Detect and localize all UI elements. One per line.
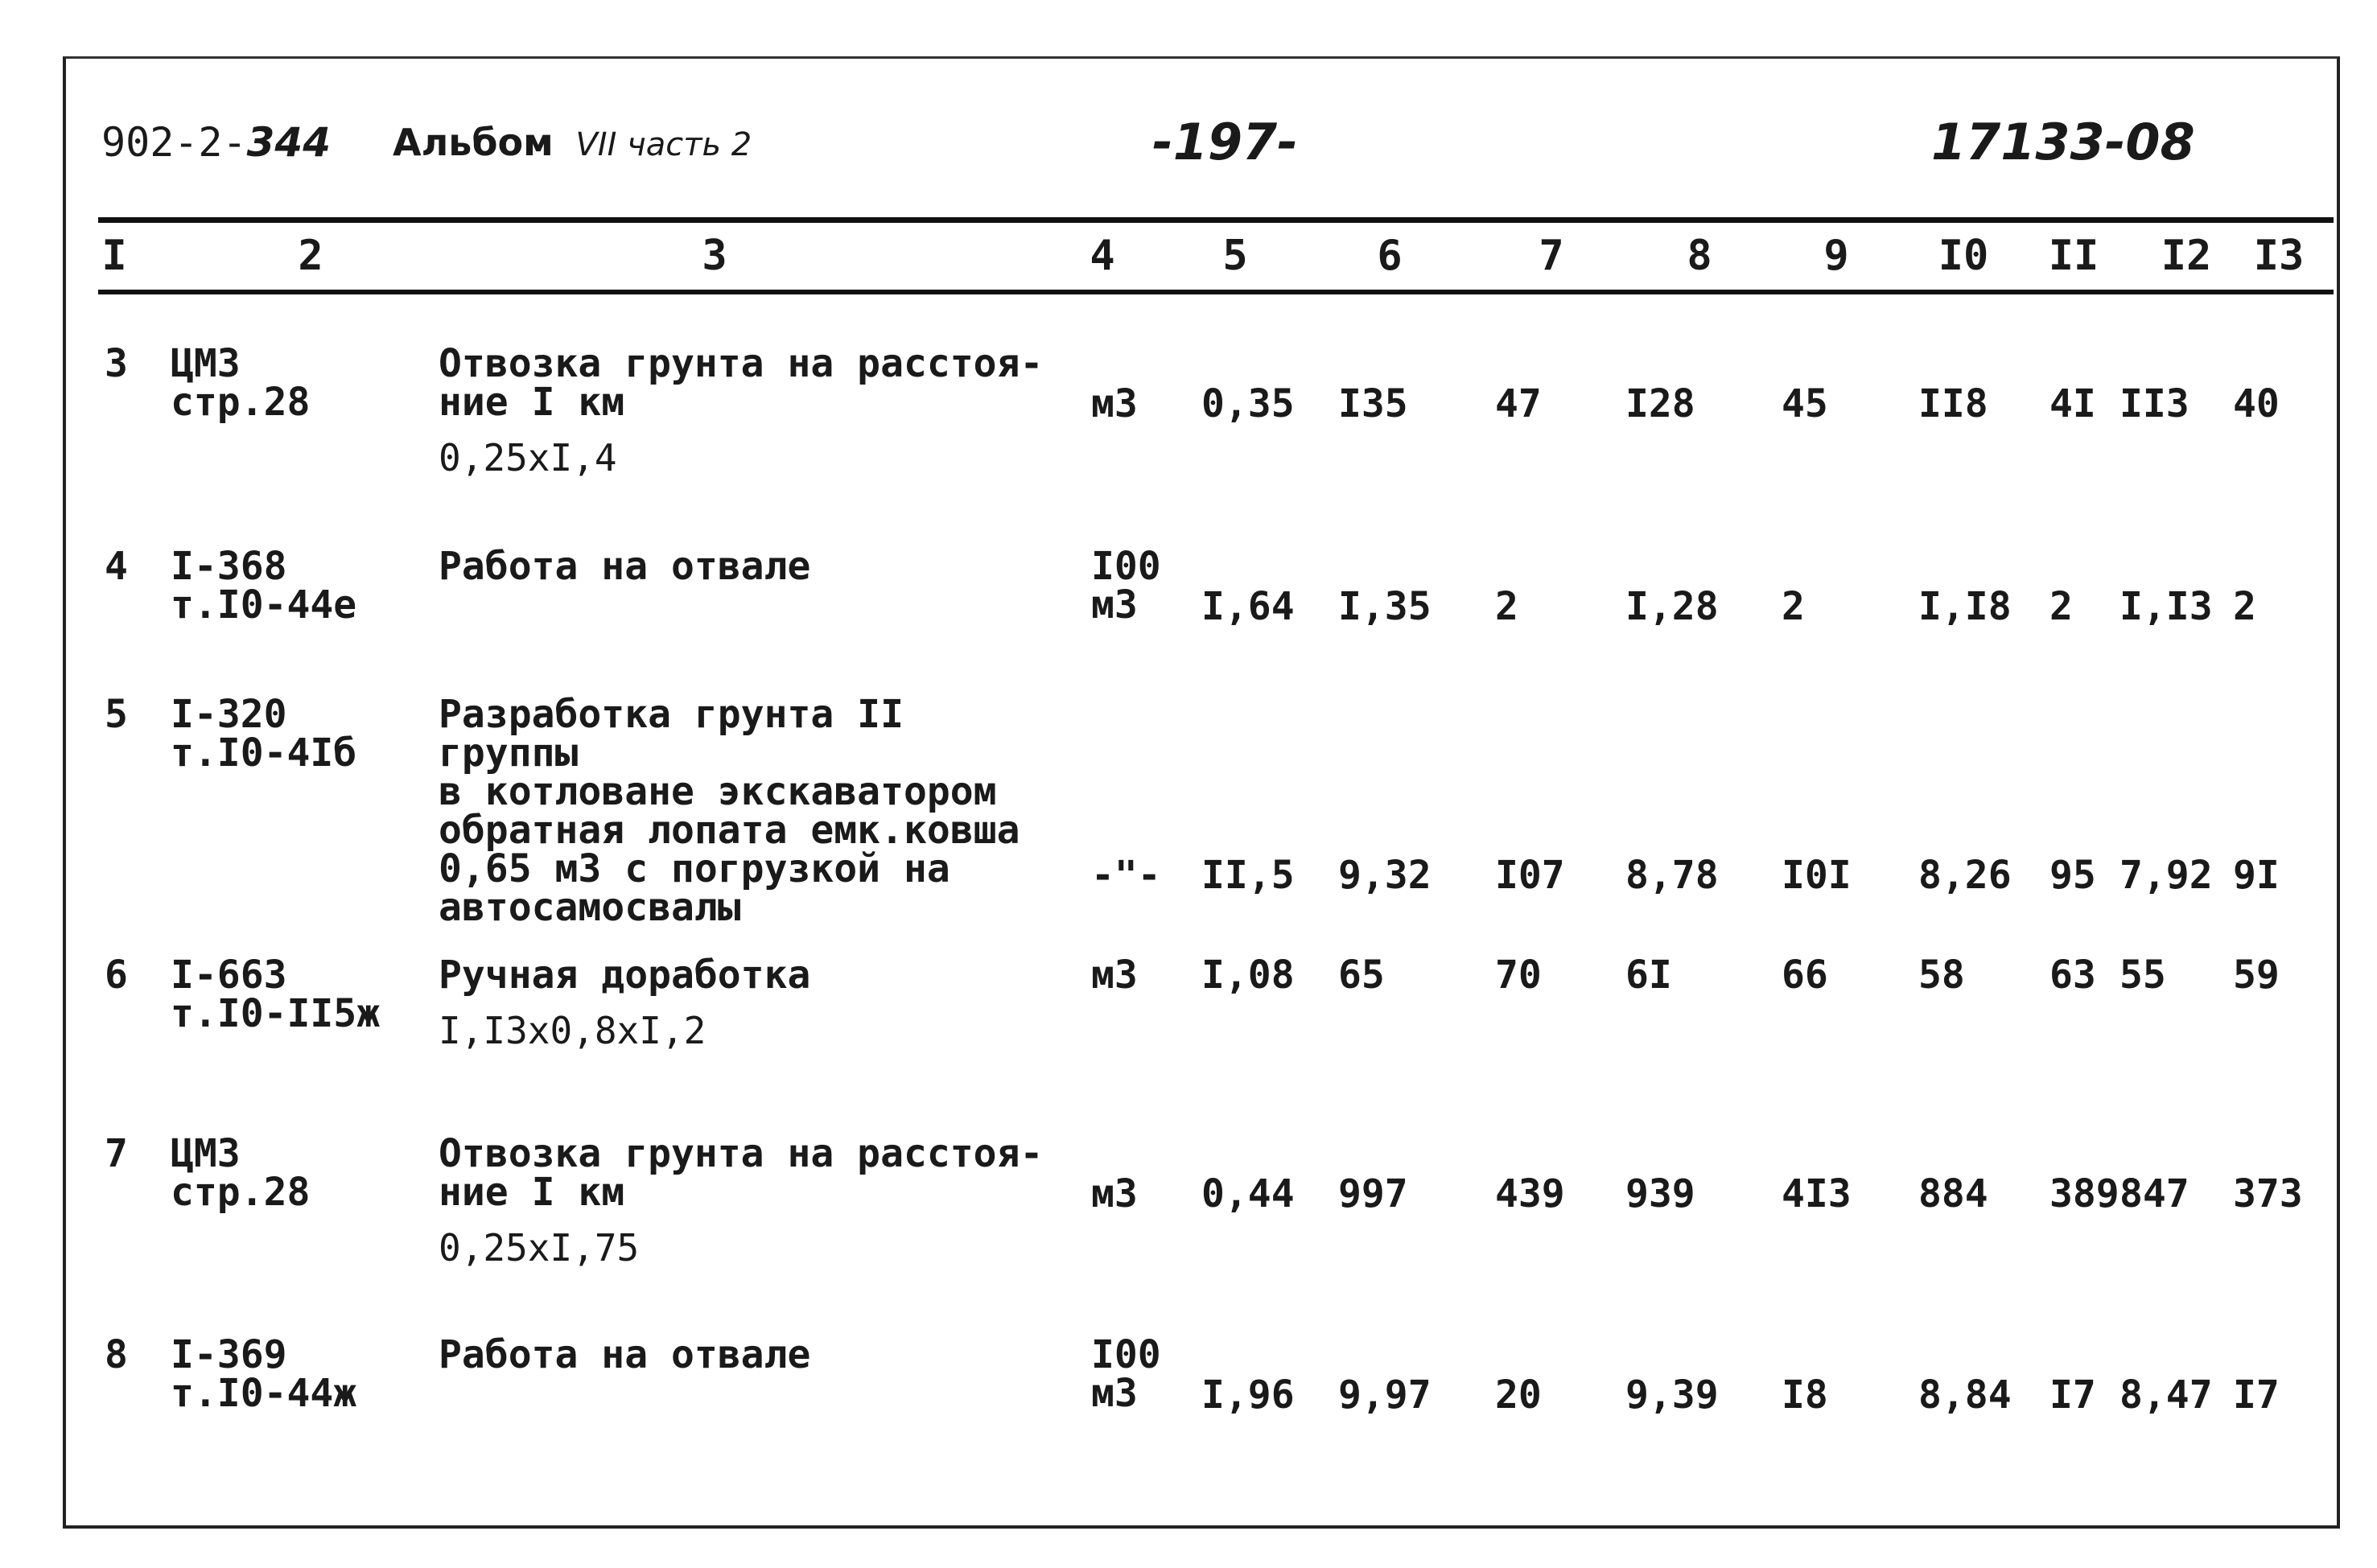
row-number: 5 <box>105 692 128 737</box>
album-part: VII часть 2 <box>575 126 752 163</box>
volume-formula: 0,25xI,75 <box>439 1226 640 1270</box>
top-rule <box>98 217 2334 223</box>
value-c11: 2 <box>2049 584 2073 629</box>
value-c12: 847 <box>2120 1171 2190 1216</box>
series-handwritten: 344 <box>246 119 331 166</box>
value-c6: I35 <box>1338 381 1408 426</box>
row-number: 7 <box>105 1131 128 1176</box>
value-c8: 939 <box>1625 1171 1695 1216</box>
value-c13: 59 <box>2233 953 2280 998</box>
value-c10: I,I8 <box>1918 584 2012 629</box>
column-number-11: II <box>2048 232 2099 280</box>
value-c6: 9,97 <box>1338 1373 1432 1418</box>
value-c11: I7 <box>2049 1373 2096 1418</box>
header-bottom-rule <box>98 290 2334 294</box>
value-c10: II8 <box>1918 381 1988 426</box>
row-number: 8 <box>105 1332 128 1377</box>
value-c8: I,28 <box>1625 584 1719 629</box>
value-c8: I28 <box>1625 381 1695 426</box>
value-c12: II3 <box>2120 381 2190 426</box>
value-c8: 8,78 <box>1625 853 1719 898</box>
value-c5: I,96 <box>1201 1373 1295 1418</box>
work-description: Разработка грунта II группы в котловане экскаватором обратная лопата емк.ковша 0,65 м3 с погрузкой на автосамосвалы <box>439 692 1020 930</box>
value-c7: I07 <box>1495 853 1565 898</box>
row-number: 4 <box>105 544 128 589</box>
volume-formula: 0,25xI,4 <box>439 436 617 479</box>
value-c6: 9,32 <box>1338 853 1432 898</box>
work-description: Работа на отвале <box>439 1332 811 1377</box>
volume-formula: I,I3x0,8xI,2 <box>439 1009 707 1052</box>
value-c5: 0,35 <box>1201 381 1295 426</box>
unit-of-measure: I00 м3 <box>1091 1332 1161 1416</box>
row-number: 6 <box>105 953 128 998</box>
value-c11: 95 <box>2049 853 2096 898</box>
page-frame <box>63 56 2340 1529</box>
value-c7: 70 <box>1495 953 1542 998</box>
value-c6: I,35 <box>1338 584 1432 629</box>
unit-of-measure: м3 <box>1091 381 1138 426</box>
value-c7: 47 <box>1495 381 1542 426</box>
value-c5: 0,44 <box>1201 1171 1295 1216</box>
value-c9: I0I <box>1782 853 1852 898</box>
value-c6: 997 <box>1338 1171 1408 1216</box>
value-c9: 2 <box>1782 584 1805 629</box>
value-c7: 2 <box>1495 584 1518 629</box>
work-description: Работа на отвале <box>439 544 811 589</box>
value-c13: 9I <box>2233 853 2280 898</box>
column-number-13: I3 <box>2253 232 2305 280</box>
value-c7: 20 <box>1495 1373 1542 1418</box>
column-number-9: 9 <box>1823 232 1849 280</box>
column-number-10: I0 <box>1938 232 1989 280</box>
column-number-1: I <box>101 232 127 280</box>
value-c9: 4I3 <box>1782 1171 1852 1216</box>
value-c12: 8,47 <box>2120 1373 2213 1418</box>
row-number: 3 <box>105 341 128 386</box>
unit-of-measure: -"- <box>1091 853 1161 898</box>
unit-of-measure: I00 м3 <box>1091 544 1161 628</box>
series-number <box>101 119 331 166</box>
value-c11: 4I <box>2049 381 2096 426</box>
unit-of-measure: м3 <box>1091 1171 1138 1216</box>
value-c13: 373 <box>2233 1171 2303 1216</box>
column-number-7: 7 <box>1539 232 1564 280</box>
column-number-8: 8 <box>1687 232 1712 280</box>
value-c8: 6I <box>1625 953 1672 998</box>
album-label <box>393 121 752 164</box>
unit-of-measure: м3 <box>1091 953 1138 998</box>
value-c6: 65 <box>1338 953 1385 998</box>
norm-code: I-368 т.I0-44е <box>171 544 357 628</box>
value-c13: 40 <box>2233 381 2280 426</box>
value-c11: 63 <box>2049 953 2096 998</box>
column-number-5: 5 <box>1222 232 1248 280</box>
norm-code: I-663 т.I0-II5ж <box>171 953 381 1036</box>
norm-code: I-369 т.I0-44ж <box>171 1332 357 1416</box>
value-c8: 9,39 <box>1625 1373 1719 1418</box>
work-description: Отвозка грунта на расстоя- ние I км <box>439 341 1044 425</box>
value-c5: I,08 <box>1201 953 1295 998</box>
value-c5: I,64 <box>1201 584 1295 629</box>
column-number-4: 4 <box>1090 232 1115 280</box>
value-c12: I,I3 <box>2120 584 2213 629</box>
value-c13: 2 <box>2233 584 2256 629</box>
page-number: -197- <box>1152 113 1298 171</box>
value-c13: I7 <box>2233 1373 2280 1418</box>
work-description: Ручная доработка <box>439 953 811 998</box>
value-c11: 389 <box>2049 1171 2120 1216</box>
document-code: 17133-08 <box>1931 113 2195 171</box>
value-c9: I8 <box>1782 1373 1828 1418</box>
value-c10: 8,84 <box>1918 1373 2012 1418</box>
series-prefix: 902-2- <box>101 119 247 166</box>
work-description: Отвозка грунта на расстоя- ние I км <box>439 1131 1044 1215</box>
value-c10: 884 <box>1918 1171 1988 1216</box>
value-c12: 55 <box>2120 953 2166 998</box>
norm-code: ЦМ3 стр.28 <box>171 341 311 425</box>
value-c10: 58 <box>1918 953 1965 998</box>
column-number-2: 2 <box>298 232 323 280</box>
norm-code: ЦМ3 стр.28 <box>171 1131 311 1215</box>
value-c9: 66 <box>1782 953 1828 998</box>
album-word: Альбом <box>393 121 554 164</box>
column-number-6: 6 <box>1377 232 1403 280</box>
value-c7: 439 <box>1495 1171 1565 1216</box>
column-number-12: I2 <box>2161 232 2212 280</box>
norm-code: I-320 т.I0-4Iб <box>171 692 357 776</box>
value-c9: 45 <box>1782 381 1828 426</box>
value-c10: 8,26 <box>1918 853 2012 898</box>
column-number-3: 3 <box>702 232 727 280</box>
value-c12: 7,92 <box>2120 853 2213 898</box>
value-c5: II,5 <box>1201 853 1295 898</box>
